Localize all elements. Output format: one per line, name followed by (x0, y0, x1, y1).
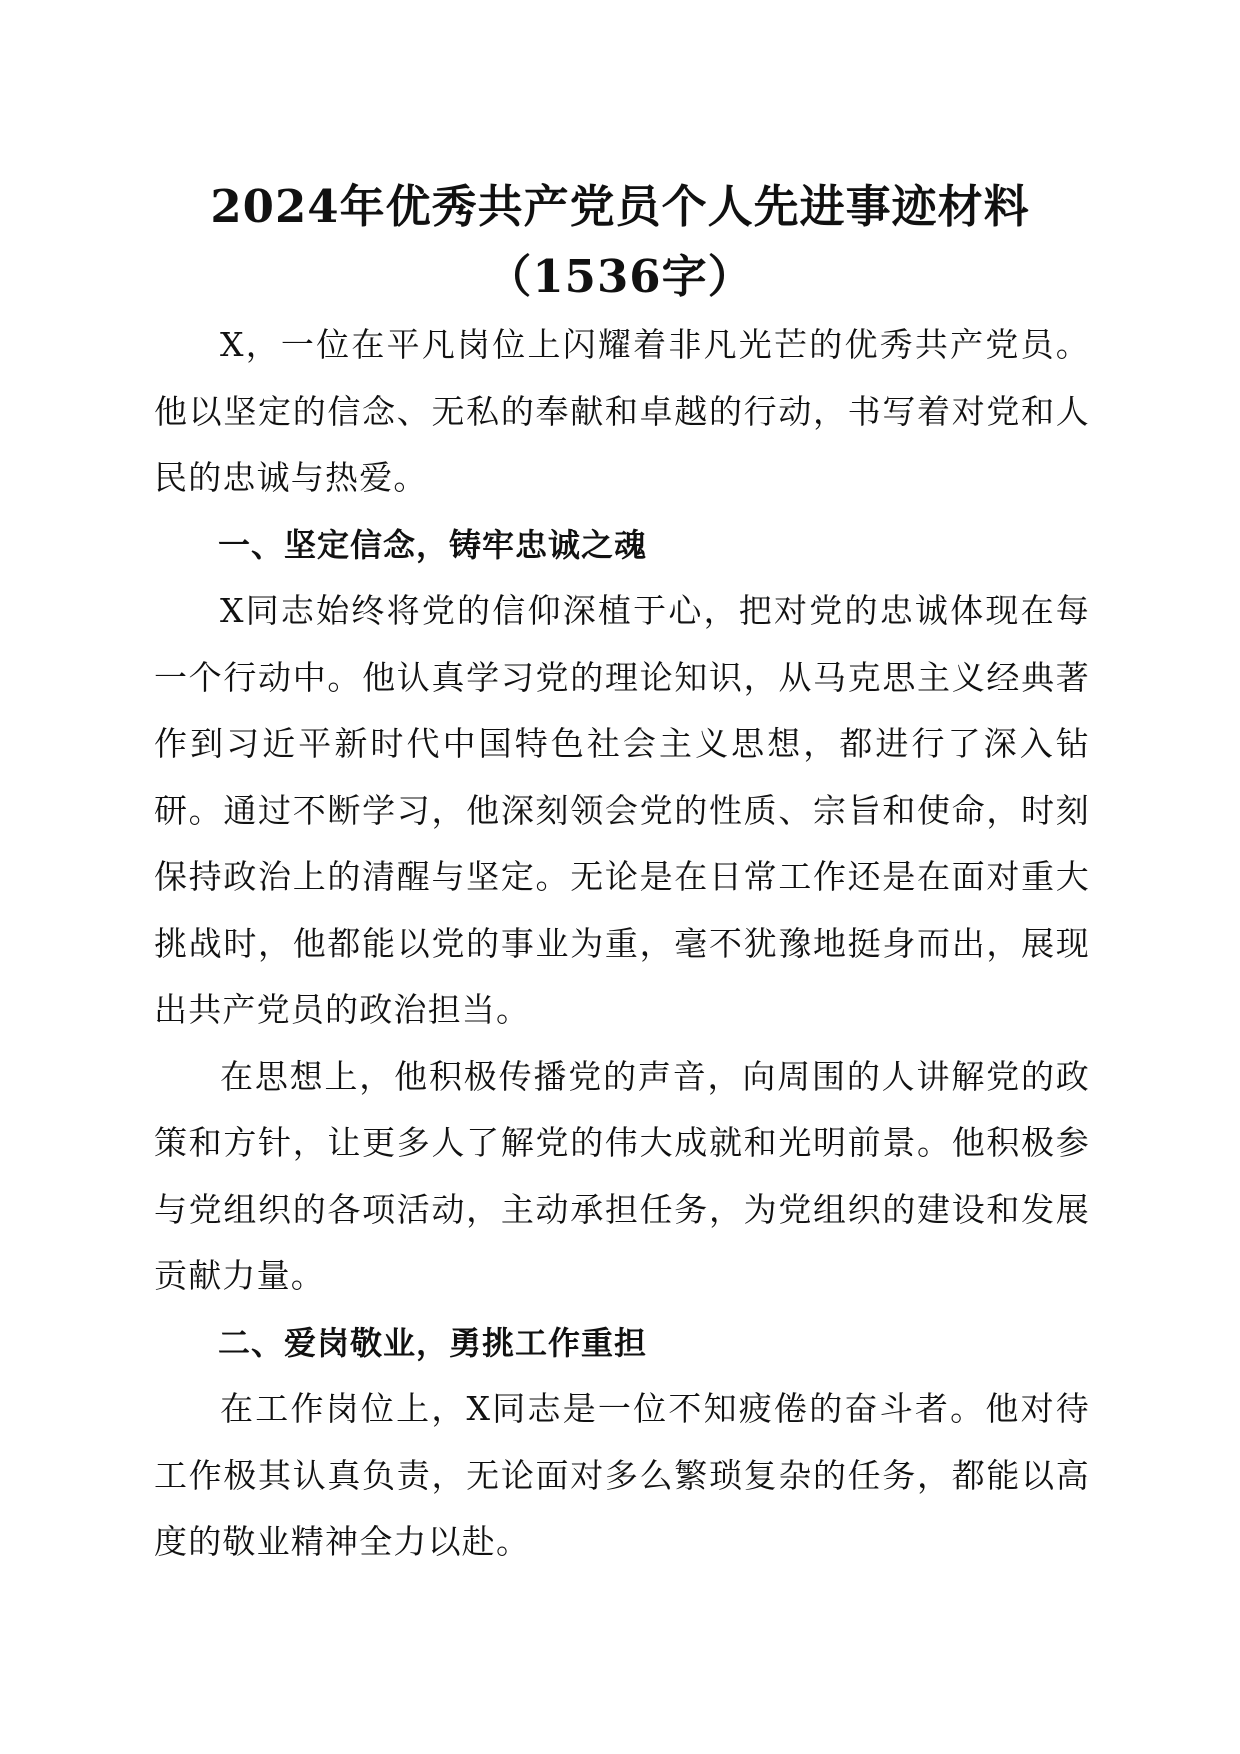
document-title: 2024年优秀共产党员个人先进事迹材料 (210, 180, 1030, 233)
section-heading-2: 二、爱岗敬业，勇挑工作重担 (218, 1323, 648, 1362)
body-paragraph: 在工作岗位上，X同志是一位不知疲倦的奋斗者。他对待工作极其认真负责，无论面对多么繁琐复杂的任务，都能以高度的敬业精神全力以赴。 (154, 1389, 1090, 1561)
body-paragraph: X同志始终将党的信仰深植于心，把对党的忠诚体现在每一个行动中。他认真学习党的理论知识，从马克思主义经典著作到习近平新时代中国特色社会主义思想，都进行了深入钻研。通过不断学习，他深刻领会党的性质、宗旨和使命，时刻保持政治上的清醒与坚定。无论是在日常工作还是在面对重大挑战时，他都能以党的事业为重，毫不犹豫地挺身而出，展现出共产党员的政治担当。 (154, 591, 1090, 1029)
section-heading-1: 一、坚定信念，铸牢忠诚之魂 (218, 525, 648, 564)
intro-paragraph: X，一位在平凡岗位上闪耀着非凡光芒的优秀共产党员。他以坚定的信念、无私的奉献和卓越的行动，书写着对党和人民的忠诚与热爱。 (154, 325, 1090, 497)
document-subtitle-word-count: （1536字） (486, 250, 754, 303)
body-paragraph: 在思想上，他积极传播党的声音，向周围的人讲解党的政策和方针，让更多人了解党的伟大成就和光明前景。他积极参与党组织的各项活动，主动承担任务，为党组织的建设和发展贡献力量。 (154, 1056, 1090, 1295)
document-body (154, 312, 1090, 1576)
